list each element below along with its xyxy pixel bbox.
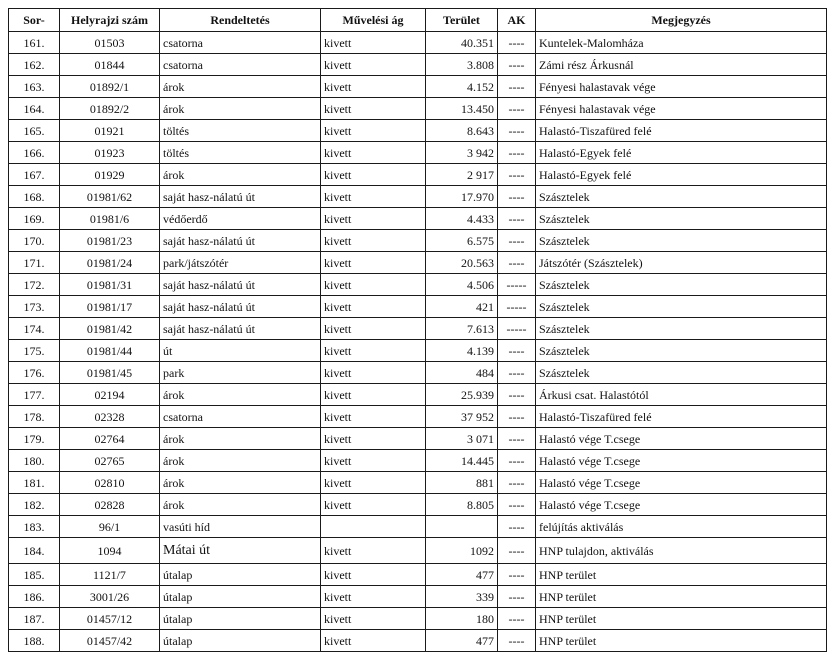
row-number-cell: 186. [9,586,60,608]
note-cell: Kuntelek-Malomháza [536,32,827,54]
purpose-cell: árok [160,494,321,516]
cultivation-branch-cell: kivett [321,428,426,450]
note-cell: Halastó-Egyek felé [536,164,827,186]
header-megjegyzes: Megjegyzés [536,9,827,32]
row-number-cell: 185. [9,564,60,586]
cultivation-branch-cell: kivett [321,406,426,428]
parcel-number-cell: 3001/26 [60,586,160,608]
ak-cell: ---- [498,252,536,274]
note-cell: HNP terület [536,630,827,652]
cultivation-branch-cell: kivett [321,564,426,586]
table-row [9,318,827,340]
cultivation-branch-cell: kivett [321,252,426,274]
table-row [9,384,827,406]
row-number-cell: 161. [9,32,60,54]
purpose-cell: vasúti híd [160,516,321,538]
area-cell: 3 942 [426,142,498,164]
row-number-cell: 163. [9,76,60,98]
parcel-number-cell: 01457/42 [60,630,160,652]
parcel-number-cell: 01981/23 [60,230,160,252]
note-cell: Szásztelek [536,296,827,318]
note-cell: Szásztelek [536,274,827,296]
cultivation-branch-cell: kivett [321,296,426,318]
cultivation-branch-cell: kivett [321,32,426,54]
ak-cell: ---- [498,586,536,608]
parcel-number-cell: 1121/7 [60,564,160,586]
header-helyrajzi-szam: Helyrajzi szám [60,9,160,32]
table-row [9,186,827,208]
ak-cell: ---- [498,208,536,230]
note-cell: Szásztelek [536,230,827,252]
cultivation-branch-cell: kivett [321,274,426,296]
note-cell: HNP terület [536,608,827,630]
ak-cell: ---- [498,428,536,450]
purpose-cell: saját hasz-nálatú út [160,296,321,318]
table-row [9,630,827,652]
purpose-cell: árok [160,428,321,450]
purpose-cell: töltés [160,120,321,142]
row-number-cell: 181. [9,472,60,494]
parcel-number-cell: 02828 [60,494,160,516]
row-number-cell: 176. [9,362,60,384]
cultivation-branch-cell: kivett [321,164,426,186]
header-terulet: Terület [426,9,498,32]
purpose-cell: útalap [160,630,321,652]
cultivation-branch-cell: kivett [321,340,426,362]
cultivation-branch-cell: kivett [321,230,426,252]
cultivation-branch-cell: kivett [321,630,426,652]
purpose-cell: árok [160,450,321,472]
table-row [9,120,827,142]
note-cell: Halastó-Egyek felé [536,142,827,164]
row-number-cell: 180. [9,450,60,472]
table-row [9,76,827,98]
area-cell: 4.152 [426,76,498,98]
parcel-number-cell: 01892/1 [60,76,160,98]
ak-cell: ---- [498,120,536,142]
purpose-cell: útalap [160,586,321,608]
area-cell [426,516,498,538]
row-number-cell: 178. [9,406,60,428]
note-cell: Szásztelek [536,318,827,340]
cultivation-branch-cell: kivett [321,186,426,208]
area-cell: 14.445 [426,450,498,472]
row-number-cell: 171. [9,252,60,274]
purpose-cell: út [160,340,321,362]
purpose-cell: csatorna [160,32,321,54]
area-cell: 2 917 [426,164,498,186]
parcel-number-cell: 02765 [60,450,160,472]
area-cell: 3.808 [426,54,498,76]
ak-cell: ---- [498,516,536,538]
purpose-cell: csatorna [160,54,321,76]
cultivation-branch-cell: kivett [321,54,426,76]
row-number-cell: 172. [9,274,60,296]
purpose-cell: árok [160,76,321,98]
note-cell: Halastó vége T.csege [536,450,827,472]
table-row [9,494,827,516]
ak-cell: ----- [498,274,536,296]
ak-cell: ---- [498,340,536,362]
purpose-cell: park/játszótér [160,252,321,274]
purpose-cell: árok [160,472,321,494]
parcel-number-cell: 01503 [60,32,160,54]
area-cell: 8.805 [426,494,498,516]
parcel-number-cell: 01981/45 [60,362,160,384]
area-cell: 6.575 [426,230,498,252]
area-cell: 17.970 [426,186,498,208]
area-cell: 7.613 [426,318,498,340]
note-cell: Halastó vége T.csege [536,494,827,516]
parcel-number-cell: 01929 [60,164,160,186]
ak-cell: ---- [498,450,536,472]
note-cell: Halastó-Tiszafüred felé [536,120,827,142]
table-row [9,564,827,586]
purpose-cell: árok [160,98,321,120]
row-number-cell: 169. [9,208,60,230]
note-cell: Szásztelek [536,340,827,362]
row-number-cell: 184. [9,538,60,564]
ak-cell: ----- [498,318,536,340]
row-number-cell: 162. [9,54,60,76]
table-row [9,608,827,630]
row-number-cell: 175. [9,340,60,362]
ak-cell: ---- [498,186,536,208]
table-row [9,516,827,538]
note-cell: HNP tulajdon, aktiválás [536,538,827,564]
note-cell: Zámi rész Árkusnál [536,54,827,76]
table-row [9,538,827,564]
header-muvelesi-ag: Művelési ág [321,9,426,32]
table-row [9,230,827,252]
property-register-table [8,8,827,652]
table-row [9,208,827,230]
table-body [9,32,827,652]
note-cell: Játszótér (Szásztelek) [536,252,827,274]
parcel-number-cell: 02764 [60,428,160,450]
cultivation-branch-cell: kivett [321,142,426,164]
table-row [9,340,827,362]
row-number-cell: 168. [9,186,60,208]
table-row [9,98,827,120]
row-number-cell: 188. [9,630,60,652]
note-cell: HNP terület [536,564,827,586]
table-row [9,450,827,472]
note-cell: Halastó-Tiszafüred felé [536,406,827,428]
purpose-cell: Mátai út [160,538,321,564]
area-cell: 8.643 [426,120,498,142]
area-cell: 4.506 [426,274,498,296]
table-row [9,164,827,186]
parcel-number-cell: 1094 [60,538,160,564]
row-number-cell: 164. [9,98,60,120]
cultivation-branch-cell: kivett [321,120,426,142]
ak-cell: ---- [498,384,536,406]
ak-cell: ---- [498,362,536,384]
ak-cell: ---- [498,494,536,516]
purpose-cell: védőerdő [160,208,321,230]
cultivation-branch-cell: kivett [321,472,426,494]
row-number-cell: 174. [9,318,60,340]
area-cell: 881 [426,472,498,494]
cultivation-branch-cell: kivett [321,318,426,340]
note-cell: HNP terület [536,586,827,608]
purpose-cell: útalap [160,608,321,630]
parcel-number-cell: 02810 [60,472,160,494]
table-row [9,472,827,494]
cultivation-branch-cell: kivett [321,76,426,98]
ak-cell: ---- [498,564,536,586]
note-cell: Szásztelek [536,362,827,384]
area-cell: 20.563 [426,252,498,274]
row-number-cell: 187. [9,608,60,630]
table-row [9,428,827,450]
row-number-cell: 167. [9,164,60,186]
parcel-number-cell: 01981/31 [60,274,160,296]
ak-cell: ---- [498,32,536,54]
table-row [9,274,827,296]
area-cell: 339 [426,586,498,608]
parcel-number-cell: 01981/6 [60,208,160,230]
header-rendeltetes: Rendeltetés [160,9,321,32]
area-cell: 3 071 [426,428,498,450]
parcel-number-cell: 96/1 [60,516,160,538]
header-sor: Sor- [9,9,60,32]
purpose-cell: töltés [160,142,321,164]
area-cell: 40.351 [426,32,498,54]
ak-cell: ---- [498,608,536,630]
table-row [9,252,827,274]
note-cell: Szásztelek [536,208,827,230]
purpose-cell: árok [160,164,321,186]
parcel-number-cell: 01981/17 [60,296,160,318]
cultivation-branch-cell: kivett [321,98,426,120]
ak-cell: ---- [498,630,536,652]
row-number-cell: 182. [9,494,60,516]
ak-cell: ---- [498,76,536,98]
parcel-number-cell: 01892/2 [60,98,160,120]
purpose-cell: saját hasz-nálatú út [160,274,321,296]
cultivation-branch-cell [321,516,426,538]
ak-cell: ---- [498,164,536,186]
ak-cell: ---- [498,538,536,564]
area-cell: 13.450 [426,98,498,120]
cultivation-branch-cell: kivett [321,608,426,630]
area-cell: 1092 [426,538,498,564]
parcel-number-cell: 01844 [60,54,160,76]
row-number-cell: 165. [9,120,60,142]
table-row [9,142,827,164]
parcel-number-cell: 02194 [60,384,160,406]
header-ak: AK [498,9,536,32]
parcel-number-cell: 01981/24 [60,252,160,274]
ak-cell: ----- [498,296,536,318]
purpose-cell: árok [160,384,321,406]
ak-cell: ---- [498,54,536,76]
purpose-cell: csatorna [160,406,321,428]
note-cell: felújítás aktiválás [536,516,827,538]
area-cell: 37 952 [426,406,498,428]
cultivation-branch-cell: kivett [321,586,426,608]
purpose-cell: saját hasz-nálatú út [160,318,321,340]
ak-cell: ---- [498,230,536,252]
area-cell: 4.433 [426,208,498,230]
parcel-number-cell: 01981/44 [60,340,160,362]
cultivation-branch-cell: kivett [321,538,426,564]
row-number-cell: 183. [9,516,60,538]
area-cell: 477 [426,630,498,652]
row-number-cell: 166. [9,142,60,164]
table-row [9,54,827,76]
note-cell: Árkusi csat. Halastótól [536,384,827,406]
cultivation-branch-cell: kivett [321,362,426,384]
note-cell: Halastó vége T.csege [536,472,827,494]
parcel-number-cell: 02328 [60,406,160,428]
ak-cell: ---- [498,98,536,120]
area-cell: 4.139 [426,340,498,362]
ak-cell: ---- [498,406,536,428]
area-cell: 25.939 [426,384,498,406]
area-cell: 180 [426,608,498,630]
table-row [9,586,827,608]
table-row [9,406,827,428]
area-cell: 484 [426,362,498,384]
parcel-number-cell: 01457/12 [60,608,160,630]
table-row [9,296,827,318]
header-row [9,9,827,32]
row-number-cell: 177. [9,384,60,406]
cultivation-branch-cell: kivett [321,208,426,230]
note-cell: Fényesi halastavak vége [536,98,827,120]
area-cell: 477 [426,564,498,586]
table-row [9,362,827,384]
cultivation-branch-cell: kivett [321,384,426,406]
parcel-number-cell: 01981/42 [60,318,160,340]
row-number-cell: 173. [9,296,60,318]
cultivation-branch-cell: kivett [321,494,426,516]
purpose-cell: saját hasz-nálatú út [160,230,321,252]
parcel-number-cell: 01923 [60,142,160,164]
row-number-cell: 170. [9,230,60,252]
purpose-cell: útalap [160,564,321,586]
cultivation-branch-cell: kivett [321,450,426,472]
table-row [9,32,827,54]
parcel-number-cell: 01981/62 [60,186,160,208]
ak-cell: ---- [498,472,536,494]
row-number-cell: 179. [9,428,60,450]
purpose-cell: park [160,362,321,384]
purpose-cell: saját hasz-nálatú út [160,186,321,208]
area-cell: 421 [426,296,498,318]
note-cell: Fényesi halastavak vége [536,76,827,98]
table-header [9,9,827,32]
note-cell: Szásztelek [536,186,827,208]
ak-cell: ---- [498,142,536,164]
parcel-number-cell: 01921 [60,120,160,142]
note-cell: Halastó vége T.csege [536,428,827,450]
